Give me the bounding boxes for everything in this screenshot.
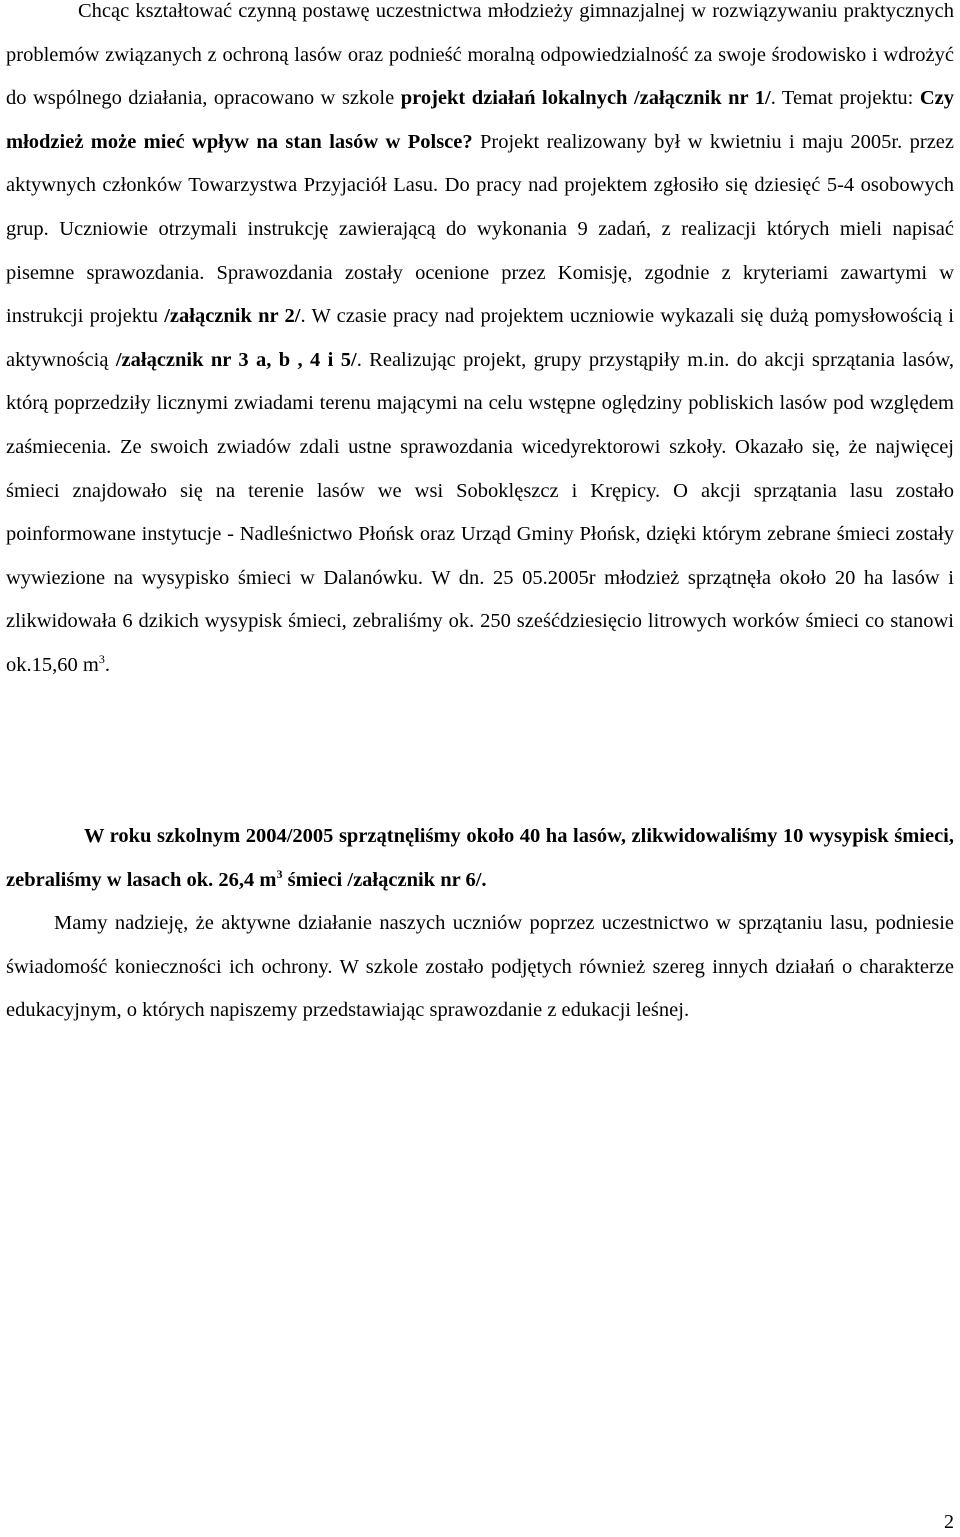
bold-attachment-ref: /załącznik nr 3 a, b , 4 i 5/ <box>115 348 357 371</box>
paragraph-text: . W czasie pracy nad projektem uczniowie wykazali się dużą pomysłowością i aktywnością <box>6 305 954 371</box>
bold-project-title: projekt działań lokalnych /załącznik nr 1/ <box>400 87 771 110</box>
paragraph-text: Projekt realizowany był w kwietniu i maju 2005r. przez aktywnych członków Towarzystwa Przyjaciół Lasu. Do pracy nad projektem zgłosiło się dziesięć 5-4 osobowych grup. Uczniowie otrzymali instrukcję zawierającą do wykonania 9 zadań, z realizacji których mieli napisać pisemne sprawozdania. Sprawozdania zostały ocenione przez Komisję, zgodnie z kryteriami zawartymi w instrukcji projektu <box>6 130 954 328</box>
bold-project-topic: Czy młodzież może mieć wpływ na stan lasów w Polsce? <box>6 87 955 153</box>
superscript-exponent: 3 <box>98 652 105 667</box>
bold-attachment-ref: /załącznik nr 2/ <box>164 305 301 328</box>
paragraph-text: śmieci /załącznik nr 6/. <box>282 868 487 891</box>
paragraph-text: . Temat projektu: <box>770 87 920 110</box>
paragraph-text: W roku szkolnym 2004/2005 sprzątnęliśmy około 40 ha lasów, zlikwidowaliśmy 10 wysypisk śmieci, zebraliśmy w lasach ok. 26,4 m <box>6 825 954 891</box>
paragraph-text: Chcąc kształtować czynną postawę uczestnictwa młodzieży gimnazjalnej w rozwiązywaniu praktycznych problemów związanych z ochroną lasów oraz podnieść moralną odpowiedzialność za swoje środowisko i wdrożyć do wspólnego działania, opracowano w szkole <box>6 0 954 110</box>
paragraph-project-description <box>6 0 954 688</box>
paragraph-text: . <box>104 653 110 676</box>
paragraph-text: Mamy nadzieję, że aktywne działanie naszych uczniów poprzez uczestnictwo w sprzątaniu lasu, podniesie świadomość konieczności ich ochrony. W szkole zostało podjętych również szereg innych działań o charakterze edukacyjnym, o których napiszemy przedstawiając sprawozdanie z edukacji leśnej. <box>6 912 954 1022</box>
paragraph-text: . Realizując projekt, grupy przystąpiły m.in. do akcji sprzątania lasów, którą poprzedziły licznymi zwiadami terenu mającymi na celu wstępne oględziny pobliskich lasów pod względem zaśmiecenia. Ze swoich zwiadów zdali ustne sprawozdania wicedyrektorowi szkoły. Okazało się, że najwięcej śmieci znajdowało się na terenie lasów we wsi Soboklęszcz i Krępicy. O akcji sprzątania lasu zostało poinformowane instytucje - Nadleśnictwo Płońsk oraz Urząd Gminy Płońsk, dzięki którym zebrane śmieci zostały wywiezione na wysypisko śmieci w Dalanówku. W dn. 25 05.2005r młodzież sprzątnęła około 20 ha lasów i zlikwidowała 6 dzikich wysypisk śmieci, zebraliśmy ok. 250 sześćdziesięcio litrowych worków śmieci co stanowi ok.15,60 m <box>6 348 954 676</box>
paragraph-conclusion <box>6 902 954 1033</box>
paragraph-school-year-summary <box>6 815 954 902</box>
superscript-exponent: 3 <box>276 866 283 881</box>
page-number: 2 <box>944 1511 954 1533</box>
